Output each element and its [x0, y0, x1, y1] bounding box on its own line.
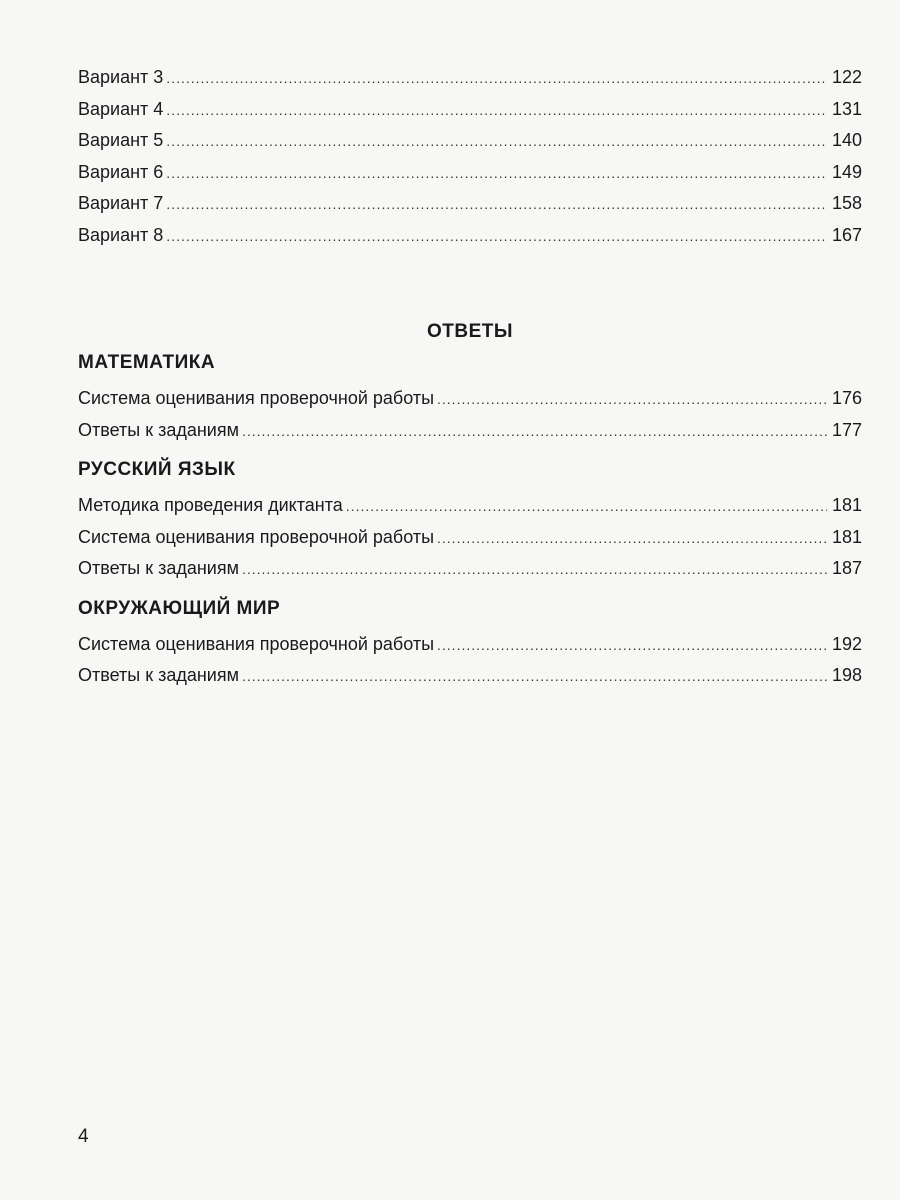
toc-row-variant-5[interactable]: [78, 125, 862, 157]
dot-leader: [437, 384, 827, 416]
toc-item-label: Ответы к заданиям: [78, 665, 239, 685]
toc-row-russian-answers[interactable]: [78, 553, 862, 585]
toc-item-label: Вариант 7: [78, 193, 164, 213]
toc-item-label: Вариант 5: [78, 130, 164, 150]
section-mathematics: [78, 347, 862, 446]
toc-row-math-grading[interactable]: [78, 383, 862, 415]
toc-page-number: 140: [831, 130, 862, 150]
dot-leader: [437, 630, 827, 662]
toc-page-number: 177: [831, 419, 862, 440]
toc-item-label: Система оценивания проверочной работы: [78, 633, 435, 654]
dot-leader: [166, 189, 827, 221]
toc-row-russian-grading[interactable]: [78, 522, 862, 554]
toc-row-variant-3[interactable]: [78, 62, 862, 94]
toc-row-environment-grading[interactable]: [78, 629, 862, 661]
variant-list: [78, 62, 862, 251]
dot-leader: [166, 126, 827, 158]
dot-leader: [166, 95, 827, 127]
dot-leader: [166, 158, 827, 190]
toc-item-label: Система оценивания проверочной работы: [78, 526, 435, 547]
section-heading: МАТЕМАТИКА: [78, 352, 216, 373]
page-number: 4: [78, 1126, 89, 1147]
toc-row-variant-8[interactable]: [78, 220, 862, 252]
toc-item-label: Методика проведения диктанта: [78, 495, 343, 515]
toc-item-label: Вариант 6: [78, 161, 164, 182]
toc-page-number: 149: [831, 161, 862, 182]
toc-row-variant-7[interactable]: [78, 188, 862, 220]
section-heading: РУССКИЙ ЯЗЫК: [78, 459, 236, 480]
toc-page-number: 192: [831, 633, 862, 654]
toc-item-label: Ответы к заданиям: [78, 419, 239, 440]
toc-row-variant-4[interactable]: [78, 94, 862, 126]
dot-leader: [166, 63, 827, 95]
toc-page-number: 198: [831, 665, 862, 685]
section-russian: [78, 454, 862, 585]
toc-row-variant-6[interactable]: [78, 157, 862, 189]
answers-heading: ОТВЕТЫ: [427, 321, 513, 342]
toc-page-number: 158: [831, 193, 862, 213]
toc-row-russian-dictation[interactable]: [78, 490, 862, 522]
toc-page-number: 181: [831, 526, 862, 547]
section-environment: [78, 593, 862, 692]
dot-leader: [437, 523, 827, 555]
dot-leader: [242, 554, 827, 586]
dot-leader: [242, 416, 827, 448]
toc-page-number: 131: [831, 98, 862, 119]
dot-leader: [166, 221, 827, 253]
toc-row-environment-answers[interactable]: [78, 660, 862, 692]
toc-item-label: Вариант 8: [78, 224, 164, 245]
toc-page-number: 187: [831, 558, 862, 578]
toc-item-label: Ответы к заданиям: [78, 558, 239, 578]
toc-row-math-answers[interactable]: [78, 415, 862, 447]
section-heading: ОКРУЖАЮЩИЙ МИР: [78, 597, 281, 619]
table-of-contents: [78, 62, 862, 692]
toc-item-label: Система оценивания проверочной работы: [78, 388, 435, 408]
dot-leader: [346, 491, 827, 523]
dot-leader: [242, 661, 827, 693]
toc-page-number: 176: [831, 388, 862, 408]
toc-page-number: 181: [831, 495, 862, 515]
toc-page-number: 167: [831, 224, 862, 245]
toc-item-label: Вариант 3: [78, 67, 164, 87]
toc-item-label: Вариант 4: [78, 98, 164, 119]
toc-page-number: 122: [831, 67, 862, 87]
